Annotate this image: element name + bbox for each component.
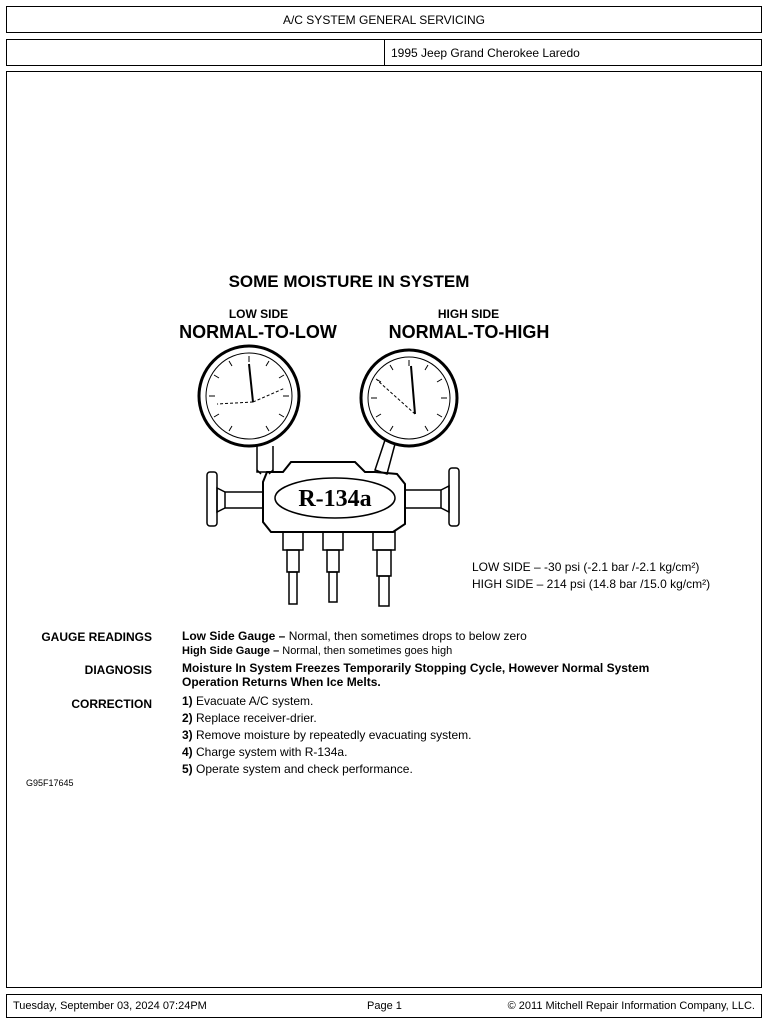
high-side-needle xyxy=(411,366,415,414)
vehicle-bar xyxy=(6,39,762,66)
print-date: Tuesday, September 03, 2024 07:24PM xyxy=(13,1000,207,1012)
figure-id: G95F17645 xyxy=(26,778,74,788)
vehicle-bar-divider xyxy=(384,40,385,65)
high-side-reading: HIGH SIDE – 214 psi (14.8 bar /15.0 kg/cm²) xyxy=(472,577,711,591)
low-side-status: NORMAL-TO-LOW xyxy=(179,322,337,342)
manifold-label: R-134a xyxy=(298,486,372,512)
correction-step: 4) Charge system with R-134a. xyxy=(182,745,348,759)
page-number: Page 1 xyxy=(367,1000,402,1012)
diagnosis-line-1: Moisture In System Freezes Temporarily Stopping Cycle, However Normal System xyxy=(182,661,650,675)
low-side-reading: LOW SIDE – -30 psi (-2.1 bar /-2.1 kg/cm²) xyxy=(472,560,700,574)
section-title: A/C SYSTEM GENERAL SERVICING xyxy=(282,12,486,27)
correction-step: 2) Replace receiver-drier. xyxy=(182,711,317,725)
vehicle-name: 1995 Jeep Grand Cherokee Laredo xyxy=(391,46,580,60)
figure-title: SOME MOISTURE IN SYSTEM xyxy=(228,272,470,291)
correction-step: 1) Evacuate A/C system. xyxy=(182,694,314,708)
low-side-label: LOW SIDE xyxy=(228,307,289,321)
high-side-valve xyxy=(405,490,441,508)
content-area xyxy=(6,71,762,988)
section-title-bar xyxy=(6,6,762,33)
correction-step: 3) Remove moisture by repeatedly evacuating system. xyxy=(182,728,472,742)
high-side-label: HIGH SIDE xyxy=(437,307,500,321)
gauge-readings-label: GAUGE READINGS xyxy=(41,630,152,644)
manifold-gauge-set xyxy=(187,344,487,614)
high-gauge-note: High Side Gauge – Normal, then sometimes goes high xyxy=(182,645,453,657)
high-side-status: NORMAL-TO-HIGH xyxy=(388,322,550,342)
copyright: © 2011 Mitchell Repair Information Company, LLC. xyxy=(507,1000,755,1012)
page-footer xyxy=(6,994,762,1018)
diagnosis-line-2: Operation Returns When Ice Melts. xyxy=(182,675,381,689)
correction-step: 5) Operate system and check performance. xyxy=(182,762,413,776)
low-side-needle xyxy=(249,364,253,402)
low-gauge-note: Low Side Gauge – Normal, then sometimes drops to below zero xyxy=(182,629,527,643)
correction-label: CORRECTION xyxy=(71,697,152,711)
low-side-valve xyxy=(225,492,263,508)
diagnosis-label: DIAGNOSIS xyxy=(84,663,152,677)
